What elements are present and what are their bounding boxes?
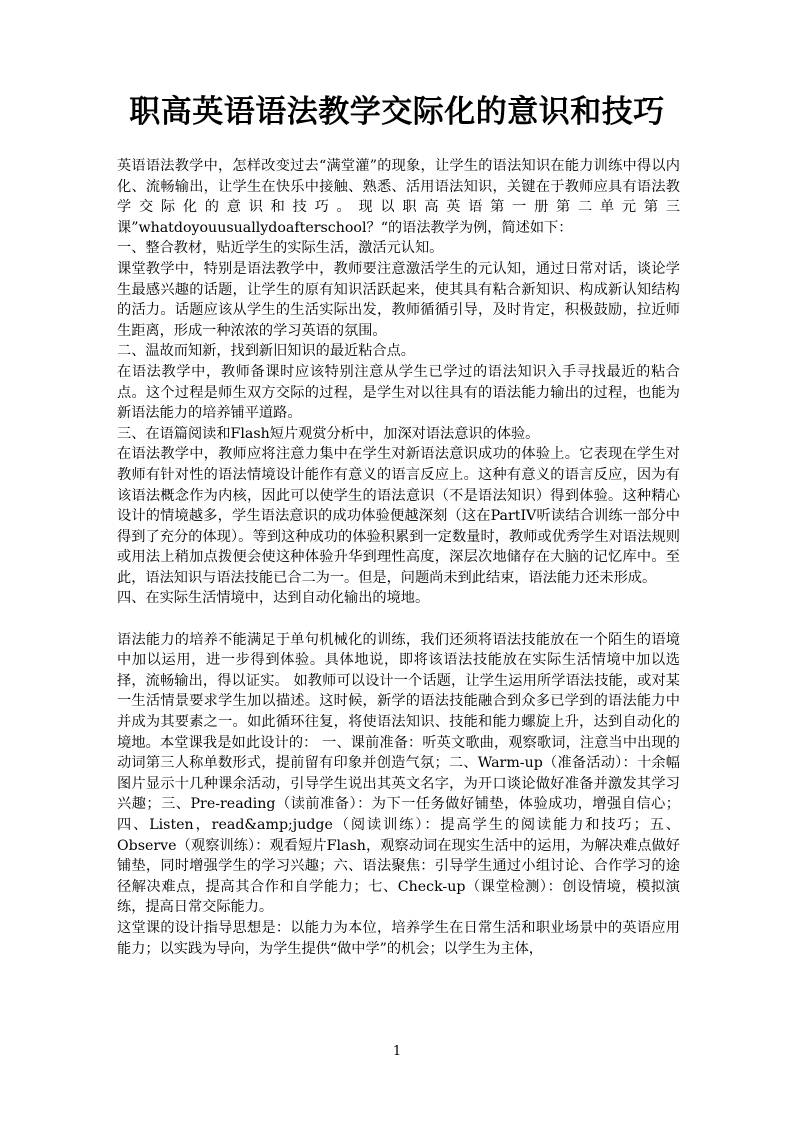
document-body	[117, 156, 680, 959]
section-heading: 一、整合教材，贴近学生的实际生活，激活元认知。	[117, 240, 444, 257]
page-title: 职高英语语法教学交际化的意识和技巧	[129, 94, 665, 130]
body-paragraph: 语法能力的培养不能满足于单句机械化的训练，我们还须将语法技能放在一个陌生的语境中加以运用，进一步得到体验。具体地说，即将该语法技能放在实际生活情境中加以选择，流畅输出，得以证实。 如教师可以设计一个话题，让学生运用所学语法技能，或对某一生活情景要求学生加以描述。这时候，新学的语法技能融合到众多已学到的语法能力中并成为其要素之一。如此循环往复，将使语法知识、技能和能力螺旋上升，达到自动化的境地。本堂课我是如此设计的： 一、课前准备：听英文歌曲，观察歌词，注意当中出现的动词第三人称单数形式，提前留有印象并创造气氛；二、Warm-up（准备活动）：十余幅图片显示十几种课余活动，引导学生说出其英文名字，为开口谈论做好准备并激发其学习兴趣；三、Pre-reading（读前准备）：为下一任务做好铺垫，体验成功，增强自信心；四、Listen，read&amp;judge（阅读训练）：提高学生的阅读能力和技巧；五、Observe（观察训练）：观看短片Flash，观察动词在现实生活中的运用，为解决难点做好铺垫，同时增强学生的学习兴趣；六、语法聚焦：引导学生通过小组讨论、合作学习的途径解决难点，提高其合作和自学能力；七、Check-up（课堂检测）：创设情境，模拟演练，提高日常交际能力。	[117, 631, 680, 916]
blank-line	[117, 609, 680, 630]
body-paragraph: 这堂课的设计指导思想是：以能力为本位，培养学生在日常生活和职业场景中的英语应用能力；以实践为导向，为学生提供“做中学”的机会；以学生为主体，	[117, 919, 680, 957]
page-number: 1	[392, 1044, 402, 1059]
section-heading: 二、温故而知新，找到新旧知识的最近粘合点。	[117, 343, 415, 360]
section-heading: 三、在语篇阅读和Flash短片观赏分析中，加深对语法意识的体验。	[117, 425, 540, 442]
body-paragraph: 在语法教学中，教师备课时应该特别注意从学生已学过的语法知识入手寻找最近的粘合点。这个过程是师生双方交际的过程，是学生对以往具有的语法能力输出的过程，也能为新语法能力的培养铺平道路。	[117, 363, 680, 422]
body-paragraph: 在语法教学中，教师应将注意力集中在学生对新语法意识成功的体验上。它表现在学生对教师有针对性的语法情境设计能作有意义的语言反应上。这种有意义的语言反应，因为有该语法概念作为内核，因此可以使学生的语法意识（不是语法知识）得到体验。这种精心设计的情境越多，学生语法意识的成功体验便越深刻（这在PartIV听读结合训练一部分中得到了充分的体现）。等到这种成功的体验积累到一定数量时，教师或优秀学生对语法规则或用法上稍加点拨便会使这种体验升华到理性高度，深层次地储存在大脑的记忆库中。至此，语法知识与语法技能已合二为一。但是，问题尚未到此结束，语法能力还未形成。	[117, 446, 680, 586]
body-paragraph: 课堂教学中，特别是语法教学中，教师要注意激活学生的元认知，通过日常对话，谈论学生最感兴趣的话题，让学生的原有知识活跃起来，使其具有粘合新知识、构成新认知结构的活力。话题应该从学生的生活实际出发，教师循循引导，及时肯定，积极鼓励，拉近师生距离，形成一种浓浓的学习英语的氛围。	[117, 260, 680, 339]
body-paragraph: 英语语法教学中，怎样改变过去“满堂灌”的现象，让学生的语法知识在能力训练中得以内化、流畅输出，让学生在快乐中接触、熟悉、活用语法知识，关键在于教师应具有语法教学交际化的意识和技巧。现以职高英语第一册第二单元第三课”whatdoyouusuallydoafterschool？“的语法教学为例，简述如下：	[117, 158, 680, 236]
section-heading: 四、在实际生活情境中，达到自动化输出的境地。	[117, 590, 430, 607]
